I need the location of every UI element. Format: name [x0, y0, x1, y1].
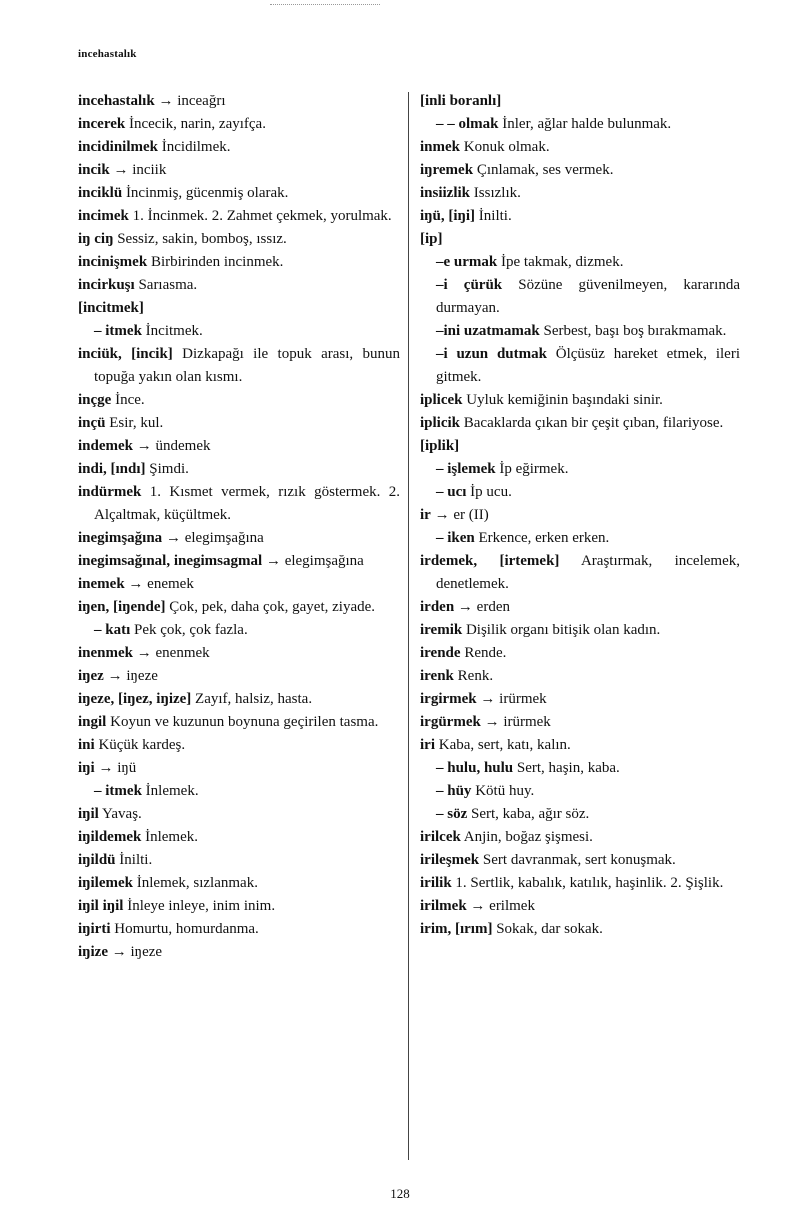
dictionary-entry [78, 849, 400, 872]
entry-definition: Rende. [460, 645, 507, 661]
entry-headword: iŋil [78, 806, 99, 822]
entry-definition: → inceağrı [154, 93, 226, 109]
dictionary-entry [78, 527, 400, 550]
entry-headword: – itmek [94, 783, 142, 799]
entry-definition: Ölçüsüz hareket etmek, ileri gitmek. [436, 346, 740, 385]
entry-definition: → iŋeze [108, 944, 163, 960]
entry-definition: → erilmek [466, 898, 535, 914]
entry-definition: 1. Kısmet vermek, rızık göstermek. 2. Alçaltmak, küçültmek. [94, 484, 400, 523]
entry-definition: Erkence, erken erken. [474, 530, 610, 546]
entry-headword: iŋi [78, 760, 95, 776]
dictionary-entry [78, 389, 400, 412]
entry-definition: Pek çok, çok fazla. [130, 622, 248, 638]
dictionary-entry [420, 642, 740, 665]
entry-definition: İp eğirmek. [495, 461, 569, 477]
entry-definition: Sarıasma. [134, 277, 198, 293]
entry-definition: İnlemek, sızlanmak. [133, 875, 258, 891]
dictionary-entry [420, 481, 740, 504]
entry-headword: irenk [420, 668, 454, 684]
entry-definition: İp ucu. [466, 484, 512, 500]
entry-headword: irileşmek [420, 852, 480, 868]
entry-headword: [incitmek] [78, 300, 144, 316]
entry-headword: inemek [78, 576, 125, 592]
entry-definition: Küçük kardeş. [94, 737, 186, 753]
entry-definition: → irürmek [476, 691, 547, 707]
entry-definition: Sert davranmak, sert konuşmak. [479, 852, 676, 868]
dictionary-entry [420, 895, 740, 918]
entry-headword: iŋil iŋil [78, 898, 124, 914]
entry-headword: – katı [94, 622, 131, 638]
entry-headword: [inli boranlı] [420, 93, 502, 109]
entry-definition: İncitmek. [141, 323, 203, 339]
entry-headword: ini [78, 737, 95, 753]
entry-headword: irdemek, [irtemek] [420, 553, 560, 569]
dictionary-entry [78, 757, 400, 780]
entry-headword: inciklü [78, 185, 123, 201]
entry-headword: iŋremek [420, 162, 474, 178]
dictionary-entry [420, 550, 740, 596]
entry-headword: irim, [ırım] [420, 921, 493, 937]
entry-headword: iŋildü [78, 852, 116, 868]
entry-definition: → erden [454, 599, 510, 615]
dictionary-entry [78, 918, 400, 941]
entry-definition: → irürmek [480, 714, 551, 730]
entry-definition: İnlemek. [141, 829, 198, 845]
entry-headword: inmek [420, 139, 461, 155]
dictionary-entry [78, 458, 400, 481]
dictionary-entry [420, 113, 740, 136]
entry-headword: iŋirti [78, 921, 111, 937]
entry-headword: ingil [78, 714, 107, 730]
entry-definition: → iŋeze [103, 668, 158, 684]
dictionary-entry [420, 619, 740, 642]
entry-definition: → enenmek [133, 645, 210, 661]
dictionary-entry [420, 412, 740, 435]
entry-definition: İnilti. [475, 208, 512, 224]
entry-definition: Bacaklarda çıkan bir çeşit çıban, filariyose. [460, 415, 724, 431]
entry-definition: Uyluk kemiğinin başındaki sinir. [462, 392, 663, 408]
dictionary-entry [420, 688, 740, 711]
dictionary-entry [78, 182, 400, 205]
dictionary-entry [78, 826, 400, 849]
entry-headword: indi, [ındı] [78, 461, 146, 477]
entry-headword: iŋildemek [78, 829, 142, 845]
entry-headword: – hüy [436, 783, 472, 799]
entry-definition: İnilti. [115, 852, 153, 868]
dictionary-entry [78, 435, 400, 458]
dictionary-entry [420, 205, 740, 228]
entry-headword: – ucı [436, 484, 467, 500]
entry-definition: İnleye inleye, inim inim. [123, 898, 276, 914]
entry-definition: İnce. [111, 392, 145, 408]
entry-headword: iŋeze, [iŋez, iŋize] [78, 691, 192, 707]
entry-definition: Renk. [453, 668, 494, 684]
entry-headword: irende [420, 645, 461, 661]
entry-definition: 1. Sertlik, kabalık, katılık, haşinlik. 2. Şişlik. [451, 875, 724, 891]
entry-headword: [ip] [420, 231, 443, 247]
dictionary-entry [420, 435, 740, 458]
dictionary-entry [420, 826, 740, 849]
entry-definition: İncecik, narin, zayıfça. [125, 116, 266, 132]
entry-definition: → ündemek [133, 438, 211, 454]
entry-definition: Dişilik organı bitişik olan kadın. [462, 622, 661, 638]
dictionary-entry [420, 274, 740, 320]
dictionary-entry [420, 803, 740, 826]
entry-definition: Araştırmak, incelemek, denetlemek. [436, 553, 740, 592]
entry-definition: Sert, kaba, ağır söz. [467, 806, 590, 822]
entry-definition: Zayıf, halsiz, hasta. [191, 691, 313, 707]
page-number: 128 [390, 1186, 410, 1201]
dictionary-entry [420, 182, 740, 205]
entry-definition: → elegimşağına [162, 530, 264, 546]
dictionary-entry [78, 90, 400, 113]
entry-definition: Sokak, dar sokak. [492, 921, 603, 937]
dictionary-entry [78, 136, 400, 159]
entry-headword: iŋ ciŋ [78, 231, 114, 247]
dictionary-entry [420, 136, 740, 159]
entry-definition: Çınlamak, ses vermek. [473, 162, 614, 178]
dictionary-entry [78, 711, 400, 734]
entry-headword: indürmek [78, 484, 142, 500]
entry-headword: irilcek [420, 829, 461, 845]
entry-definition: Sert, haşin, kaba. [513, 760, 620, 776]
entry-headword: iplicik [420, 415, 461, 431]
entry-definition: Sessiz, sakin, bomboş, ıssız. [113, 231, 287, 247]
entry-headword: – – olmak [436, 116, 499, 132]
entry-headword: iremik [420, 622, 463, 638]
dictionary-entry [78, 895, 400, 918]
entry-headword: indemek [78, 438, 134, 454]
dictionary-entry [420, 389, 740, 412]
entry-definition: → er (II) [430, 507, 489, 523]
dictionary-entry [78, 642, 400, 665]
entry-headword: –ini uzatmamak [436, 323, 540, 339]
dictionary-entry [78, 941, 400, 964]
entry-headword: iŋen, [iŋende] [78, 599, 166, 615]
entry-definition: Kaba, sert, katı, kalın. [435, 737, 571, 753]
dictionary-entry [78, 343, 400, 389]
dictionary-entry [420, 872, 740, 895]
dictionary-entry [78, 780, 400, 803]
entry-headword: irden [420, 599, 455, 615]
entry-headword: inçü [78, 415, 106, 431]
dictionary-entry [78, 619, 400, 642]
dictionary-entry [420, 596, 740, 619]
dictionary-entry [420, 228, 740, 251]
entry-headword: inegimşağına [78, 530, 163, 546]
dictionary-entry [78, 297, 400, 320]
dictionary-entry [78, 159, 400, 182]
dictionary-entry [420, 849, 740, 872]
entry-headword: incerek [78, 116, 126, 132]
entry-headword: inenmek [78, 645, 134, 661]
entry-headword: iŋü, [iŋi] [420, 208, 476, 224]
entry-definition: İpe takmak, dizmek. [497, 254, 624, 270]
entry-definition: Issızlık. [470, 185, 521, 201]
entry-headword: [iplik] [420, 438, 460, 454]
entry-headword: irgirmek [420, 691, 477, 707]
entry-headword: incirkuşı [78, 277, 135, 293]
entry-headword: inegimsağınal, inegimsagmal [78, 553, 263, 569]
right-column [420, 90, 740, 941]
entry-definition: Şimdi. [145, 461, 189, 477]
entry-headword: irilik [420, 875, 452, 891]
entry-headword: irgürmek [420, 714, 481, 730]
dictionary-entry [78, 596, 400, 619]
dictionary-entry [420, 251, 740, 274]
dictionary-entry [78, 274, 400, 297]
entry-headword: –i çürük [436, 277, 503, 293]
entry-headword: inciük, [incik] [78, 346, 173, 362]
entry-definition: → enemek [124, 576, 194, 592]
dictionary-entry [420, 918, 740, 941]
entry-headword: –e urmak [436, 254, 498, 270]
dictionary-entry [78, 251, 400, 274]
dictionary-entry [420, 734, 740, 757]
entry-headword: – işlemek [436, 461, 496, 477]
entry-headword: iŋez [78, 668, 104, 684]
entry-headword: – söz [436, 806, 468, 822]
entry-headword: inçge [78, 392, 112, 408]
entry-definition: Serbest, başı boş bırakmamak. [539, 323, 727, 339]
dictionary-entry [78, 481, 400, 527]
entry-headword: irilmek [420, 898, 467, 914]
dictionary-entry [420, 527, 740, 550]
dictionary-entry [420, 711, 740, 734]
entry-definition: Birbirinden incinmek. [147, 254, 284, 270]
column-divider [408, 92, 409, 1160]
dictionary-entry [420, 159, 740, 182]
dictionary-entry [78, 688, 400, 711]
entry-definition: → elegimşağına [262, 553, 364, 569]
dictionary-entry [78, 803, 400, 826]
dictionary-entry [78, 228, 400, 251]
left-column [78, 90, 400, 964]
dictionary-entry [420, 504, 740, 527]
entry-definition: Homurtu, homurdanma. [110, 921, 259, 937]
dictionary-entry [420, 90, 740, 113]
entry-definition: İncidilmek. [158, 139, 231, 155]
entry-headword: incik [78, 162, 110, 178]
entry-definition: Anjin, boğaz şişmesi. [460, 829, 593, 845]
dictionary-entry [420, 320, 740, 343]
entry-definition: Koyun ve kuzunun boynuna geçirilen tasma. [106, 714, 379, 730]
entry-headword: ir [420, 507, 431, 523]
entry-definition: Çok, pek, daha çok, gayet, ziyade. [165, 599, 376, 615]
entry-headword: iplicek [420, 392, 463, 408]
dictionary-entry [78, 205, 400, 228]
entry-definition: → inciik [109, 162, 167, 178]
dictionary-entry [78, 550, 400, 573]
entry-headword: –i uzun dutmak [436, 346, 547, 362]
entry-headword: iri [420, 737, 435, 753]
dictionary-entry [78, 872, 400, 895]
entry-definition: Yavaş. [98, 806, 142, 822]
entry-headword: incinişmek [78, 254, 148, 270]
dictionary-entry [78, 573, 400, 596]
scan-mark [270, 4, 380, 8]
dictionary-entry [420, 757, 740, 780]
entry-headword: incimek [78, 208, 129, 224]
dictionary-entry [420, 665, 740, 688]
entry-definition: Konuk olmak. [460, 139, 550, 155]
entry-headword: iŋilemek [78, 875, 133, 891]
dictionary-entry [420, 780, 740, 803]
entry-definition: İnler, ağlar halde bulunmak. [498, 116, 672, 132]
entry-headword: insiizlik [420, 185, 471, 201]
entry-definition: 1. İncinmek. 2. Zahmet çekmek, yorulmak. [128, 208, 392, 224]
entry-headword: – hulu, hulu [436, 760, 514, 776]
entry-definition: İnlemek. [141, 783, 199, 799]
dictionary-entry [78, 734, 400, 757]
dictionary-entry [78, 665, 400, 688]
dictionary-entry [78, 412, 400, 435]
entry-definition: Esir, kul. [105, 415, 164, 431]
entry-definition: Sözüne güvenilmeyen, kararında durmayan. [436, 277, 741, 316]
dictionary-entry [78, 320, 400, 343]
entry-headword: – iken [436, 530, 475, 546]
entry-definition: Kötü huy. [471, 783, 535, 799]
entry-definition: → iŋü [94, 760, 137, 776]
entry-definition: İncinmiş, gücenmiş olarak. [122, 185, 289, 201]
entry-headword: iŋize [78, 944, 108, 960]
entry-headword: incehastalık [78, 93, 155, 109]
dictionary-entry [420, 343, 740, 389]
entry-definition: Dizkapağı ile topuk arası, bunun topuğa yakın olan kısmı. [94, 346, 401, 385]
dictionary-entry [78, 113, 400, 136]
dictionary-entry [420, 458, 740, 481]
running-head: incehastalık [78, 48, 137, 60]
entry-headword: – itmek [94, 323, 142, 339]
entry-headword: incidinilmek [78, 139, 159, 155]
